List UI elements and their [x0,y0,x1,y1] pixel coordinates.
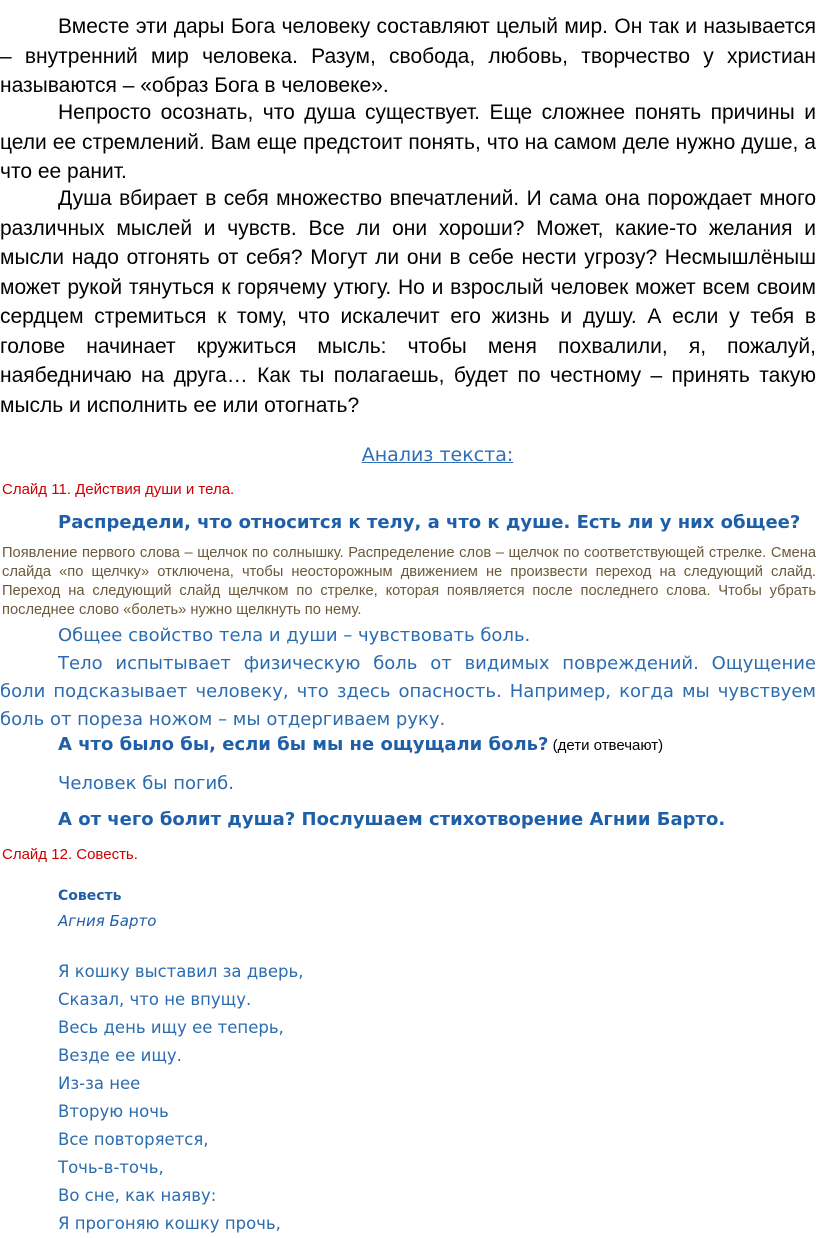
poem-line: Везде ее ищу. [58,1046,182,1065]
analysis-heading: Анализ текста: [361,444,514,466]
poem-lines [58,958,304,1238]
poem-line: Весь день ищу ее теперь, [58,1018,284,1037]
poem-line: Я кошку выставил за дверь, [58,962,304,981]
common-property-text: Общее свойство тела и души – чувствовать боль. [58,625,531,646]
slide-12-label: Слайд 12. Совесть. [2,846,138,863]
poem-title: Совесть [58,888,122,904]
poem-author: Агния Барто [58,912,157,930]
slide-11-note: Появление первого слова – щелчок по солнышку. Распределение слов – щелчок по соответствующей стрелке. Смена слайда «по щелчку» отключена, чтобы неосторожным движением не произвести переход на следующий слайд. Переход на следующий слайд щелчком по стрелке, которая появляется после последнего слова. Чтобы убрать последнее слово «болеть» нужно щелкнуть по нему. [2,545,816,618]
poem-line: Все повторяется, [58,1130,209,1149]
paragraph-2: Непросто осознать, что душа существует. Еще сложнее понять причины и цели ее стремлений. Вам еще предстоит понять, что на самом деле нужно душе, а что ее ранит. [0,101,816,183]
poem-line: Сказал, что не впущу. [58,990,252,1009]
paragraph-3: Душа вбирает в себя множество впечатлений. И сама она порождает много различных мыслей и чувств. Все ли они хороши? Может, какие-то желания и мысли надо отгонять от себя? Могут ли они в себе нести угрозу? Несмышлёныш может рукой тянуться к горячему утюгу. Но и взрослый человек может всем своим сердцем стремиться к тому, что искалечит его жизнь и душу. А если у тебя в голове начинает кружиться мысль: чтобы меня похвалили, я, пожалуй, наябедничаю на друга… Как ты полагаешь, будет по честному – принять такую мысль и исполнить ее или отогнать? [0,187,816,417]
paragraph-1: Вместе эти дары Бога человеку составляют целый мир. Он так и называется – внутренний мир человека. Разум, свобода, любовь, творчество у христиан называются – «образ Бога в человеке». [0,15,816,97]
soul-question: А от чего болит душа? Послушаем стихотворение Агнии Барто. [58,809,726,830]
poem-line: Во сне, как наяву: [58,1186,217,1205]
children-answer-note: (дети отвечают) [548,737,664,754]
poem-line: Вторую ночь [58,1102,169,1121]
body-pain-text: Тело испытывает физическую боль от видимых повреждений. Ощущение боли подсказывает человеку, что здесь опасность. Например, когда мы чувствуем боль от пореза ножом – мы отдергиваем руку. [0,653,816,730]
poem-line: Точь-в-точь, [58,1158,164,1177]
slide-11-question: Распредели, что относится к телу, а что к душе. Есть ли у них общее? [58,512,801,533]
pain-question: А что было бы, если бы мы не ощущали боль? (дети отвечают) [58,734,664,755]
poem-line: Из-за нее [58,1074,141,1093]
poem-line: Я прогоняю кошку прочь, [58,1214,281,1233]
answer-text: Человек бы погиб. [58,773,235,794]
slide-11-label: Слайд 11. Действия души и тела. [2,481,235,498]
